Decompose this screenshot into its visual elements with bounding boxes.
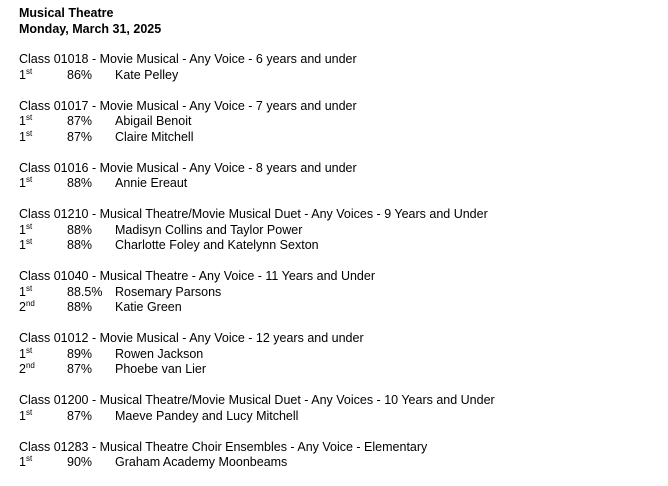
class-block — [19, 331, 659, 378]
place-suffix: st — [25, 128, 33, 138]
result-place — [19, 238, 67, 254]
class-title: Class 01018 - Movie Musical - Any Voice - 6 years and under — [19, 52, 357, 66]
class-block — [19, 393, 659, 424]
place-number: 1 — [19, 346, 26, 361]
place-number: 1 — [19, 129, 26, 144]
result-place — [19, 114, 67, 130]
result-place — [19, 455, 67, 471]
result-name: Claire Mitchell — [115, 129, 194, 144]
class-title: Class 01016 - Movie Musical - Any Voice - 8 years and under — [19, 160, 357, 175]
place-suffix: st — [25, 345, 33, 355]
result-name: Annie Ereaut — [115, 176, 188, 190]
result-score: 88% — [67, 222, 93, 237]
result-place — [19, 362, 67, 378]
place-suffix: st — [25, 407, 33, 417]
result-place — [19, 130, 67, 146]
result-name: Rowen Jackson — [115, 346, 204, 361]
result-score: 88.5% — [67, 284, 103, 299]
class-title: Class 01017 - Movie Musical - Any Voice - 7 years and under — [19, 98, 357, 113]
place-number: 1 — [19, 238, 26, 252]
class-block — [19, 269, 659, 316]
result-row — [19, 114, 659, 130]
result-row — [19, 409, 659, 425]
result-row — [19, 347, 659, 363]
place-suffix: st — [25, 66, 33, 76]
result-score: 89% — [67, 346, 93, 361]
result-score: 88% — [67, 300, 93, 314]
result-row — [19, 238, 659, 254]
place-suffix: nd — [25, 299, 35, 308]
class-title: Class 01012 - Movie Musical - Any Voice - 12 years and under — [19, 331, 364, 345]
result-row — [19, 455, 659, 471]
result-score: 88% — [67, 238, 93, 252]
result-name: Rosemary Parsons — [115, 284, 222, 299]
result-score: 87% — [67, 408, 93, 423]
place-number: 1 — [19, 114, 26, 128]
result-row — [19, 285, 659, 301]
place-number: 1 — [19, 176, 26, 190]
result-place — [19, 285, 67, 301]
place-number: 1 — [19, 408, 26, 423]
result-name: Katie Green — [115, 300, 182, 314]
place-number: 1 — [19, 67, 26, 82]
result-place — [19, 300, 67, 316]
result-row — [19, 68, 659, 84]
place-number: 1 — [19, 455, 26, 469]
class-block — [19, 161, 659, 192]
place-suffix: st — [25, 221, 33, 231]
result-name: Graham Academy Moonbeams — [115, 455, 288, 469]
document-heading: Musical Theatre — [19, 6, 114, 20]
results-document — [19, 6, 659, 486]
result-row — [19, 300, 659, 316]
result-name: Madisyn Collins and Taylor Power — [115, 222, 303, 237]
document-date: Monday, March 31, 2025 — [19, 21, 162, 36]
place-suffix: nd — [25, 361, 35, 370]
result-place — [19, 347, 67, 363]
class-title: Class 01210 - Musical Theatre/Movie Musical Duet - Any Voices - 9 Years and Under — [19, 207, 488, 221]
result-name: Phoebe van Lier — [115, 362, 207, 376]
result-place — [19, 223, 67, 239]
result-row — [19, 223, 659, 239]
place-number: 1 — [19, 284, 26, 299]
place-number: 2 — [19, 362, 26, 376]
place-suffix: st — [25, 283, 33, 293]
class-list — [19, 52, 659, 471]
class-title: Class 01040 - Musical Theatre - Any Voice - 11 Years and Under — [19, 269, 375, 283]
class-block — [19, 440, 659, 471]
class-block — [19, 99, 659, 146]
result-row — [19, 130, 659, 146]
result-row — [19, 176, 659, 192]
result-score: 88% — [67, 176, 93, 190]
class-title: Class 01200 - Musical Theatre/Movie Musical Duet - Any Voices - 10 Years and Under — [19, 393, 495, 407]
result-name: Maeve Pandey and Lucy Mitchell — [115, 408, 299, 423]
place-number: 1 — [19, 222, 26, 237]
result-score: 90% — [67, 455, 93, 469]
result-name: Kate Pelley — [115, 67, 179, 82]
result-score: 86% — [67, 67, 93, 82]
result-row — [19, 362, 659, 378]
result-name: Abigail Benoit — [115, 114, 192, 128]
class-title: Class 01283 - Musical Theatre Choir Ensembles - Any Voice - Elementary — [19, 439, 428, 454]
place-suffix: st — [25, 113, 33, 122]
result-name: Charlotte Foley and Katelynn Sexton — [115, 238, 319, 252]
place-number: 2 — [19, 300, 26, 314]
result-score: 87% — [67, 129, 93, 144]
place-suffix: st — [25, 454, 33, 463]
class-block — [19, 52, 659, 83]
place-suffix: st — [25, 237, 33, 246]
result-place — [19, 68, 67, 84]
result-score: 87% — [67, 114, 93, 128]
result-place — [19, 409, 67, 425]
result-place — [19, 176, 67, 192]
result-score: 87% — [67, 362, 93, 376]
place-suffix: st — [25, 175, 33, 184]
class-block — [19, 207, 659, 254]
